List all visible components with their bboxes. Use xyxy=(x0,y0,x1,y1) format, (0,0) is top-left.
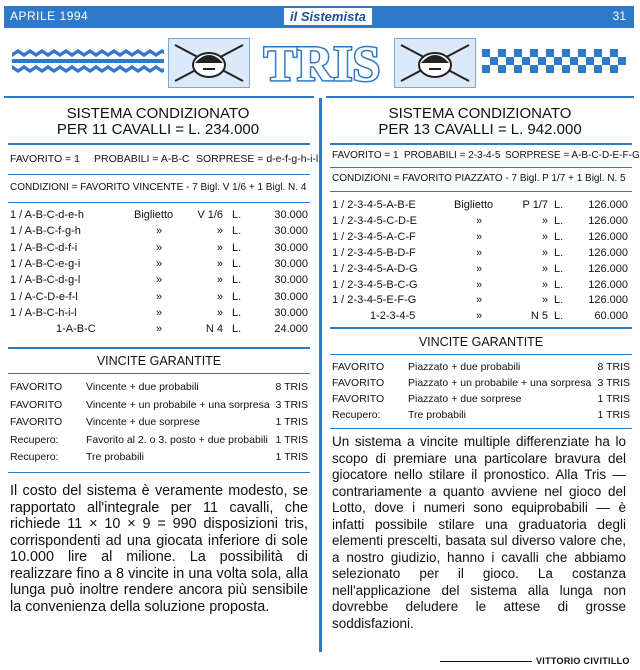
ticket-currency: L. xyxy=(554,262,564,275)
ticket-row xyxy=(10,291,310,305)
left-rule-4 xyxy=(8,347,310,349)
ticket-label: » xyxy=(156,241,163,254)
right-rule-2 xyxy=(330,167,632,168)
ticket-type: » xyxy=(541,230,548,243)
vincita-condition: FAVORITO xyxy=(332,361,385,373)
ticket-label: » xyxy=(156,274,163,287)
ticket-row xyxy=(10,242,310,256)
ticket-combo: 1 / 2-3-4-5-C-D-E xyxy=(332,214,417,227)
ticket-label: Biglietto xyxy=(454,199,494,211)
decorative-band-left xyxy=(12,49,164,73)
ticket-combo: 1 / A-B-C-d-g-l xyxy=(10,274,81,287)
ticket-combo: 1-2-3-4-5 xyxy=(370,310,416,323)
vincita-description: Piazzato + un probabile + una sorpresa xyxy=(408,377,592,389)
ticket-currency: L. xyxy=(554,230,564,243)
ticket-currency: L. xyxy=(232,209,242,221)
ticket-row xyxy=(332,279,632,293)
left-title xyxy=(8,106,308,138)
left-title-line2: PER 11 CAVALLI = L. 234.000 xyxy=(56,121,260,138)
right-rule-1 xyxy=(330,143,632,145)
ticket-combo: 1 / A-B-C-h-i-l xyxy=(10,306,77,319)
ticket-currency: L. xyxy=(232,241,242,254)
vincita-condition: FAVORITO xyxy=(10,416,63,428)
vincita-description: Piazzato + due sorprese xyxy=(408,393,522,405)
ticket-type: » xyxy=(216,274,223,287)
ticket-amount: 30.000 xyxy=(274,225,308,238)
ticket-label: » xyxy=(476,278,483,291)
ticket-type: » xyxy=(216,257,223,270)
ticket-amount: 126.000 xyxy=(588,262,628,275)
ticket-amount: 126.000 xyxy=(588,246,628,259)
vincita-result: 8 TRIS xyxy=(597,361,630,373)
decorative-band-right xyxy=(482,49,628,73)
author-signature: VITTORIO CIVITILLO xyxy=(536,656,630,666)
vincita-result: 1 TRIS xyxy=(597,409,630,421)
ticket-type: » xyxy=(541,246,548,259)
left-rule-3 xyxy=(8,202,310,203)
rule-left-top xyxy=(4,96,314,98)
right-cat-probabili: PROBABILI = 2-3-4-5 xyxy=(404,150,501,161)
left-conditions: CONDIZIONI = FAVORITO VINCENTE - 7 Bigl. V 1/6 + 1 Bigl. N. 4 xyxy=(10,182,307,193)
vincita-description: Tre probabili xyxy=(86,451,144,463)
vincita-condition: Recupero: xyxy=(10,433,59,446)
vincita-condition: FAVORITO xyxy=(10,381,63,393)
ticket-type: » xyxy=(541,214,548,227)
ticket-type: V 1/6 xyxy=(197,209,223,221)
vincita-row xyxy=(332,361,632,375)
ticket-type: » xyxy=(216,225,223,238)
ticket-amount: 30.000 xyxy=(274,257,308,270)
ticket-row xyxy=(332,199,632,213)
column-separator xyxy=(319,98,322,652)
vincita-result: 1 TRIS xyxy=(275,416,308,428)
right-title-line2: PER 13 CAVALLI = L. 942.000 xyxy=(378,121,582,138)
ticket-currency: L. xyxy=(232,274,242,287)
ticket-row xyxy=(10,209,310,223)
right-cat-sorprese: SORPRESE = A-B-C-D-E-F-G xyxy=(505,150,640,161)
left-rule-1 xyxy=(8,143,310,145)
ticket-label: » xyxy=(156,225,163,238)
ticket-currency: L. xyxy=(554,310,564,323)
ticket-row xyxy=(10,258,310,272)
left-cat-sorprese: SORPRESE = d-e-f-g-h-i-l xyxy=(196,153,319,165)
jockey-cap-emblem-left xyxy=(168,38,250,88)
ticket-label: » xyxy=(156,323,163,336)
vincita-description: Favorito al 2. o 3. posto + due probabili xyxy=(86,433,268,446)
left-title-line1: SISTEMA CONDIZIONATO xyxy=(66,105,250,122)
vincita-row xyxy=(332,409,632,423)
ticket-currency: L. xyxy=(554,246,564,259)
vincita-result: 1 TRIS xyxy=(275,433,308,446)
right-rule-6 xyxy=(330,428,632,429)
vincita-result: 8 TRIS xyxy=(275,381,308,393)
right-title-line1: SISTEMA CONDIZIONATO xyxy=(388,105,572,122)
left-cat-probabili: PROBABILI = A-B-C xyxy=(94,153,190,165)
vincita-row xyxy=(10,399,310,413)
ticket-label: » xyxy=(156,290,163,303)
ticket-row xyxy=(332,263,632,277)
vincita-description: Tre probabili xyxy=(408,409,466,421)
ticket-currency: L. xyxy=(232,290,242,303)
ticket-combo: 1 / 2-3-4-5-A-D-G xyxy=(332,262,418,275)
ticket-amount: 60.000 xyxy=(594,310,628,323)
ticket-currency: L. xyxy=(554,214,564,227)
ticket-currency: L. xyxy=(554,199,564,211)
vincita-description: Vincente + due probabili xyxy=(86,381,199,393)
vincita-condition: Recupero: xyxy=(332,409,381,421)
ticket-row xyxy=(10,225,310,239)
tris-title-text: TRIS xyxy=(263,35,381,88)
ticket-label: Biglietto xyxy=(134,209,174,221)
vincita-description: Piazzato + due probabili xyxy=(408,361,521,373)
jockey-cap-emblem-right xyxy=(394,38,476,88)
ticket-amount: 30.000 xyxy=(274,241,308,254)
ticket-type: » xyxy=(541,294,548,307)
vincita-condition: Recupero: xyxy=(10,451,59,463)
vincita-result: 3 TRIS xyxy=(597,377,630,389)
ticket-currency: L. xyxy=(232,306,242,319)
left-vincite-title: VINCITE GARANTITE xyxy=(96,354,222,368)
ticket-row xyxy=(332,247,632,261)
ticket-type: » xyxy=(216,290,223,303)
ticket-type: » xyxy=(541,278,548,291)
ticket-currency: L. xyxy=(554,294,564,307)
ticket-row xyxy=(332,231,632,245)
left-rule-6 xyxy=(8,472,310,473)
vincita-row xyxy=(10,381,310,395)
left-body-text: Il costo del sistema è veramente modesto, se rapportato all'integrale per 11 cavalli, che richiede 11 × 10 × 9 = 990 disposizioni tris, corrispondenti ad una giocata inferiore di sole 10.000 lire al milione. La possibilità di realizzare fino a 8 vincite in una volta sola, alla lunga può inoltre rendere ancora più sensibile la convenienza della soluzione proposta. xyxy=(10,483,308,615)
ticket-amount: 126.000 xyxy=(588,199,628,211)
ticket-row xyxy=(332,294,632,308)
tris-title xyxy=(252,34,392,88)
ticket-combo: 1 / A-B-C-e-g-i xyxy=(10,257,81,270)
ticket-row xyxy=(10,307,310,321)
ticket-label: » xyxy=(156,306,163,319)
left-rule-5 xyxy=(8,373,310,374)
ticket-type: » xyxy=(216,241,223,254)
vincita-result: 3 TRIS xyxy=(275,398,308,411)
ticket-type: P 1/7 xyxy=(522,199,548,211)
ticket-label: » xyxy=(156,257,163,270)
right-title xyxy=(330,106,630,138)
ticket-row xyxy=(10,323,310,337)
vincita-row xyxy=(10,451,310,465)
vincita-condition: FAVORITO xyxy=(10,398,63,411)
vincita-row xyxy=(332,393,632,407)
magazine-name: il Sistemista xyxy=(284,8,372,25)
vincita-result: 1 TRIS xyxy=(597,393,630,405)
vincita-result: 1 TRIS xyxy=(275,451,308,463)
ticket-label: » xyxy=(476,230,483,243)
ticket-amount: 126.000 xyxy=(588,214,628,227)
ticket-type: » xyxy=(541,262,548,275)
ticket-combo: 1-A-B-C xyxy=(56,323,96,336)
ticket-combo: 1 / 2-3-4-5-A-C-F xyxy=(332,230,416,243)
issue-date: APRILE 1994 xyxy=(10,9,89,23)
right-rule-4 xyxy=(330,327,632,329)
right-conditions: CONDIZIONI = FAVORITO PIAZZATO - 7 Bigl. P 1/7 + 1 Bigl. N. 5 xyxy=(332,173,626,184)
ticket-combo: 1 / 2-3-4-5-A-B-E xyxy=(332,199,416,211)
signature-rule xyxy=(440,661,532,662)
rule-right-top xyxy=(326,96,634,98)
left-cat-favorito: FAVORITO = 1 xyxy=(10,153,80,165)
ticket-amount: 30.000 xyxy=(274,274,308,287)
ticket-label: » xyxy=(476,246,483,259)
right-rule-3 xyxy=(330,191,632,192)
ticket-type: N 4 xyxy=(205,323,223,336)
vincita-condition: FAVORITO xyxy=(332,393,385,405)
ticket-combo: 1 / A-B-C-d-e-h xyxy=(10,209,84,221)
ticket-amount: 24.000 xyxy=(274,323,308,336)
ticket-row xyxy=(332,310,632,324)
ticket-label: » xyxy=(476,294,483,307)
ticket-amount: 126.000 xyxy=(588,230,628,243)
ticket-combo: 1 / 2-3-4-5-E-F-G xyxy=(332,294,417,307)
ticket-amount: 30.000 xyxy=(274,290,308,303)
vincita-condition: FAVORITO xyxy=(332,377,385,389)
ticket-label: » xyxy=(476,262,483,275)
left-rule-2 xyxy=(8,174,310,175)
ticket-combo: 1 / A-B-C-d-f-i xyxy=(10,241,78,254)
ticket-label: » xyxy=(476,310,483,323)
right-vincite-title: VINCITE GARANTITE xyxy=(418,335,544,349)
ticket-amount: 126.000 xyxy=(588,278,628,291)
ticket-row xyxy=(332,215,632,229)
page-header xyxy=(4,6,634,28)
page-number: 31 xyxy=(612,9,626,23)
vincita-description: Vincente + un probabile + una sorpresa xyxy=(86,398,270,411)
ticket-currency: L. xyxy=(554,278,564,291)
ticket-currency: L. xyxy=(232,323,242,336)
vincita-description: Vincente + due sorprese xyxy=(86,416,200,428)
ticket-currency: L. xyxy=(232,257,242,270)
right-cat-favorito: FAVORITO = 1 xyxy=(332,150,399,161)
vincita-row xyxy=(332,377,632,391)
ticket-combo: 1 / A-C-D-e-f-l xyxy=(10,290,78,303)
ticket-combo: 1 / 2-3-4-5-B-C-G xyxy=(332,278,418,291)
vincita-row xyxy=(10,434,310,448)
ticket-combo: 1 / A-B-C-f-g-h xyxy=(10,225,81,238)
ticket-currency: L. xyxy=(232,225,242,238)
ticket-type: N 5 xyxy=(530,310,548,323)
ticket-combo: 1 / 2-3-4-5-B-D-F xyxy=(332,246,416,259)
right-body-text: Un sistema a vincite multiple differenziate ha lo scopo di premiare una particolare bravura del giocatore nello stilare il pronostico. Alla Tris — contrariamente a quanto avviene nel gioco del Lotto, dove i numeri sono equiprobabili — è infatti possibile stilare una graduatoria degli elementi prescelti, basata sul diverso valore che, a nostro giudizio, hanno i cavalli che abbiamo selezionato per il gioco. La costanza nell'applicazione del sistema alla lunga non dovrebbe deludere le attese di grosse soddisfazioni. xyxy=(332,434,626,631)
vincita-row xyxy=(10,416,310,430)
ticket-type: » xyxy=(216,306,223,319)
ticket-amount: 126.000 xyxy=(588,294,628,307)
ticket-label: » xyxy=(476,214,483,227)
ticket-amount: 30.000 xyxy=(274,209,308,221)
right-rule-5 xyxy=(330,354,632,355)
ticket-amount: 30.000 xyxy=(274,306,308,319)
ticket-row xyxy=(10,274,310,288)
